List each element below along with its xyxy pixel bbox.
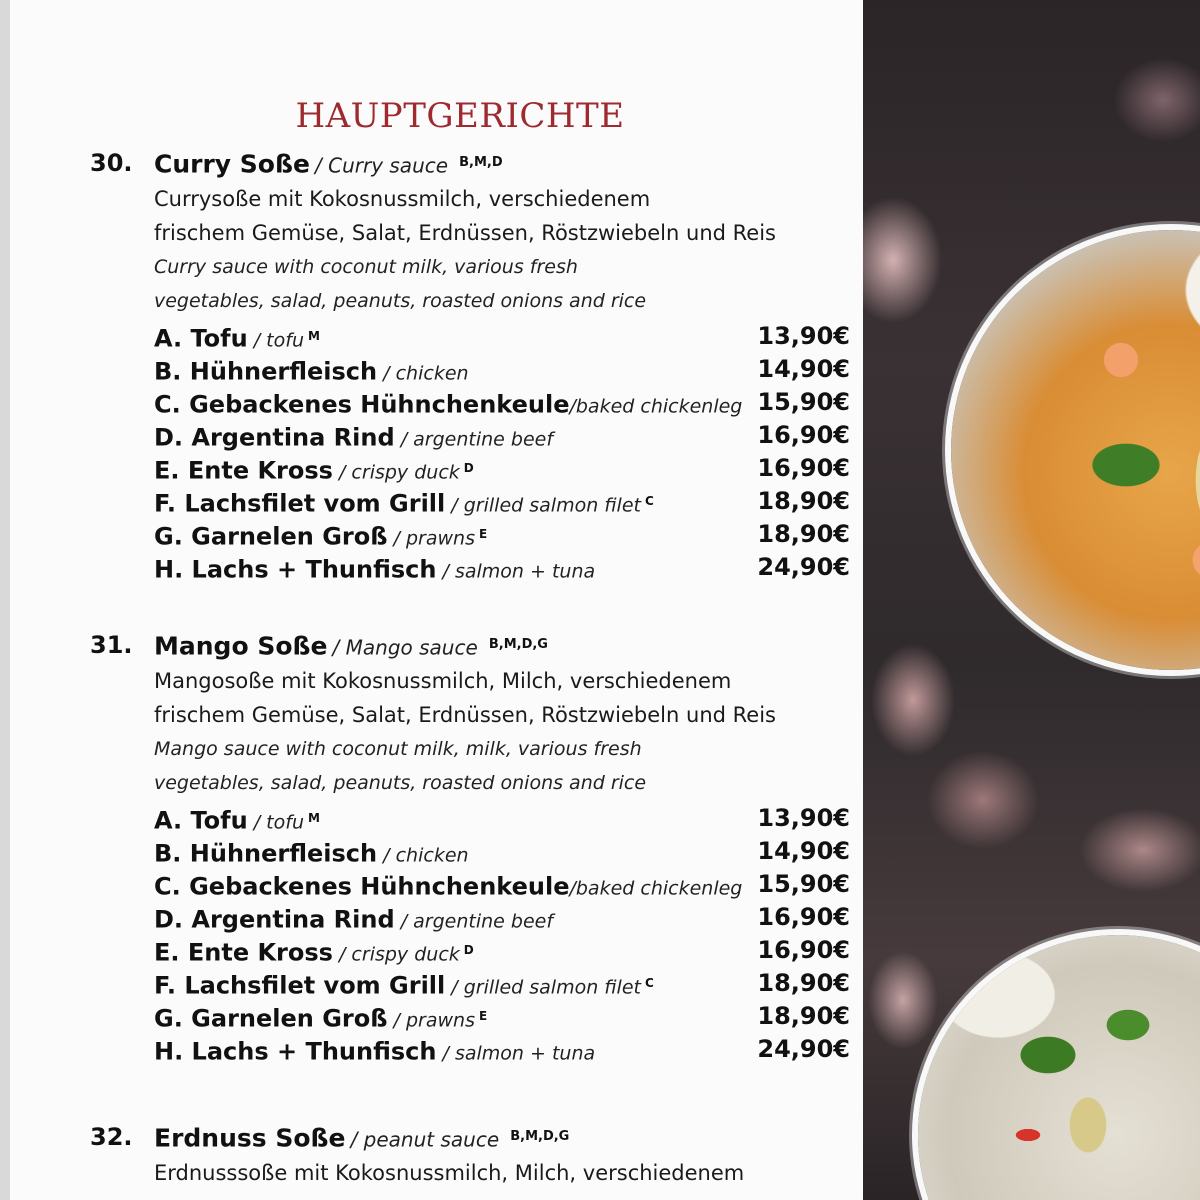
dish-description-en: Mango sauce with coconut milk, milk, various fresh — [154, 738, 642, 760]
dish-name: Mango Soße — [154, 631, 328, 661]
option-label-en: / prawns — [387, 527, 475, 550]
option-price: 18,90€ — [753, 485, 850, 518]
option-row — [154, 485, 850, 518]
option-allergen: M — [308, 811, 320, 825]
dish-description-de: Mangosoße mit Kokosnussmilch, Milch, verschiedenem — [154, 669, 732, 693]
option-label-en: / tofu — [247, 329, 304, 352]
option-label-en: / tofu — [247, 811, 304, 834]
option-label: D. Argentina Rind — [154, 905, 395, 934]
vegetable-dish-photo — [918, 935, 1200, 1200]
option-row — [154, 518, 850, 551]
option-list — [154, 320, 850, 584]
option-row — [154, 353, 850, 386]
option-row — [154, 452, 850, 485]
option-label-en: / salmon + tuna — [436, 1042, 596, 1065]
option-label: C. Gebackenes Hühnchenkeule — [154, 872, 570, 901]
option-row — [154, 835, 850, 868]
option-row — [154, 320, 850, 353]
option-allergen: C — [644, 976, 654, 990]
dish-name-en: / Curry sauce — [315, 153, 449, 178]
dish-description-de: frischem Gemüse, Salat, Erdnüssen, Röstzwiebeln und Reis — [154, 221, 776, 245]
option-label-en: / crispy duck — [332, 943, 460, 966]
option-row — [154, 802, 850, 835]
option-price: 18,90€ — [753, 967, 850, 1000]
option-label-en: / salmon + tuna — [436, 560, 596, 583]
option-label-en: / prawns — [387, 1009, 475, 1032]
option-label: A. Tofu — [154, 324, 248, 353]
option-label: A. Tofu — [154, 806, 248, 835]
option-row — [154, 1000, 850, 1033]
option-price: 14,90€ — [753, 353, 850, 386]
dish-description-en: Curry sauce with coconut milk, various fresh — [154, 256, 578, 278]
option-label: B. Hühnerfleisch — [154, 839, 378, 868]
dish-number: 30. — [90, 149, 133, 177]
option-price: 24,90€ — [753, 1033, 850, 1066]
curry-dish-photo — [951, 230, 1200, 670]
dish-curry — [90, 146, 850, 584]
option-label: H. Lachs + Thunfisch — [154, 1037, 437, 1066]
dish-number: 31. — [90, 631, 133, 659]
option-price: 15,90€ — [753, 868, 850, 901]
food-photo-panel — [863, 0, 1200, 1200]
option-label-en: / chicken — [377, 844, 469, 867]
option-row — [154, 901, 850, 934]
option-label: H. Lachs + Thunfisch — [154, 555, 437, 584]
dish-name-en: / peanut sauce — [350, 1127, 500, 1152]
option-allergen: D — [463, 461, 474, 475]
left-margin-strip — [0, 0, 10, 1200]
option-row — [154, 386, 850, 419]
option-price: 16,90€ — [753, 452, 850, 485]
option-price: 13,90€ — [753, 802, 850, 835]
option-label: C. Gebackenes Hühnchenkeule — [154, 390, 570, 419]
option-price: 18,90€ — [753, 1000, 850, 1033]
option-allergen: D — [463, 943, 474, 957]
dish-header — [90, 628, 850, 664]
dish-number: 32. — [90, 1123, 133, 1151]
option-label: G. Garnelen Groß — [154, 522, 388, 551]
option-label-en: / grilled salmon filet — [445, 494, 641, 517]
dish-name: Curry Soße — [154, 149, 310, 179]
dish-mango — [90, 628, 850, 1066]
option-row — [154, 551, 850, 584]
option-label: G. Garnelen Groß — [154, 1004, 388, 1033]
dish-name-en: / Mango sauce — [332, 635, 478, 660]
dish-allergens: B,M,D,G — [510, 1129, 570, 1144]
option-label-en: / grilled salmon filet — [445, 976, 641, 999]
dish-name: Erdnuss Soße — [154, 1123, 346, 1153]
option-row — [154, 934, 850, 967]
option-allergen: E — [478, 1009, 488, 1023]
option-price: 24,90€ — [753, 551, 850, 584]
option-row — [154, 419, 850, 452]
option-label-en: / crispy duck — [332, 461, 460, 484]
option-allergen: E — [478, 527, 488, 541]
option-allergen: M — [308, 329, 320, 343]
dish-header — [90, 1120, 850, 1156]
dish-header — [90, 146, 850, 182]
dish-description-de: Currysoße mit Kokosnussmilch, verschiedenem — [154, 187, 651, 211]
option-price: 14,90€ — [753, 835, 850, 868]
option-label-en: / argentine beef — [394, 910, 554, 933]
option-label-en: /baked chickenleg — [569, 877, 743, 900]
option-price: 15,90€ — [753, 386, 850, 419]
option-label: B. Hühnerfleisch — [154, 357, 378, 386]
option-row — [154, 967, 850, 1000]
dish-description-de: Erdnusssoße mit Kokosnussmilch, Milch, verschiedenem — [154, 1161, 745, 1185]
option-row — [154, 1033, 850, 1066]
option-price: 16,90€ — [753, 934, 850, 967]
dish-allergens: B,M,D,G — [488, 637, 548, 652]
option-label: F. Lachsfilet vom Grill — [154, 489, 446, 518]
option-label: E. Ente Kross — [154, 938, 333, 967]
menu-page — [10, 0, 863, 1200]
option-list — [154, 802, 850, 1066]
option-label: E. Ente Kross — [154, 456, 333, 485]
dish-peanut — [90, 1120, 850, 1190]
dish-description-en: vegetables, salad, peanuts, roasted onions and rice — [154, 772, 647, 794]
option-label-en: / argentine beef — [394, 428, 554, 451]
option-price: 16,90€ — [753, 901, 850, 934]
dish-description-en: vegetables, salad, peanuts, roasted onions and rice — [154, 290, 647, 312]
option-price: 13,90€ — [753, 320, 850, 353]
option-row — [154, 868, 850, 901]
option-price: 16,90€ — [753, 419, 850, 452]
option-allergen: C — [644, 494, 654, 508]
option-label: D. Argentina Rind — [154, 423, 395, 452]
dish-description-de: frischem Gemüse, Salat, Erdnüssen, Röstzwiebeln und Reis — [154, 703, 776, 727]
option-label-en: / chicken — [377, 362, 469, 385]
option-price: 18,90€ — [753, 518, 850, 551]
dish-allergens: B,M,D — [459, 155, 503, 170]
option-label: F. Lachsfilet vom Grill — [154, 971, 446, 1000]
option-label-en: /baked chickenleg — [569, 395, 743, 418]
page-title: HAUPTGERICHTE — [295, 96, 625, 136]
